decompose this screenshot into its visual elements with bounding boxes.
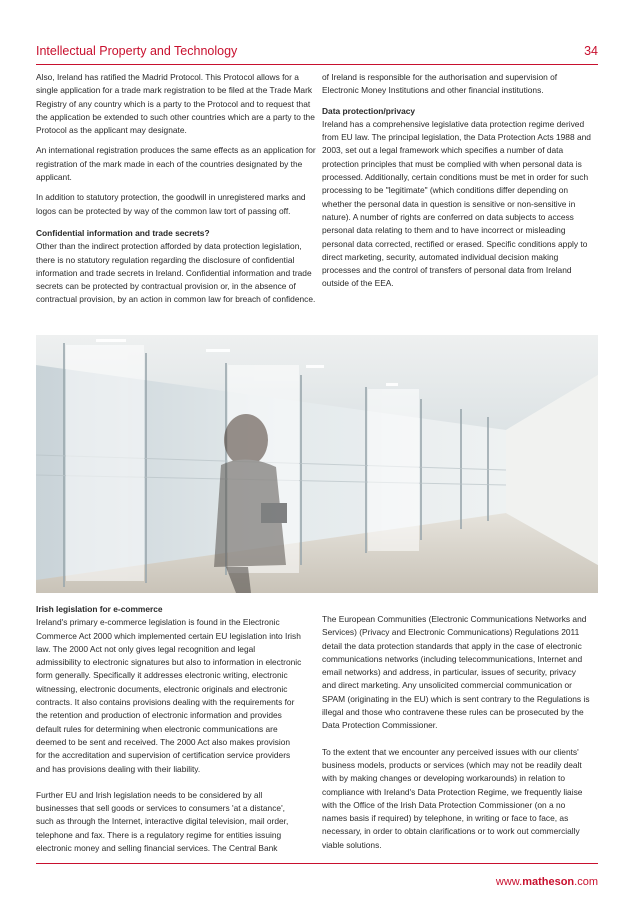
footer-url-suffix: .com xyxy=(574,876,598,888)
running-header-title: Intellectual Property and Technology xyxy=(36,44,238,58)
electronic-commerce-act-paragraph: Ireland's primary e-commerce legislation is found in the Electronic Commerce Act 2000 which implemented certain EU legislation into Irish law. The 2000 Act not only gives legal recognition and legal admissibility to electronic signatures but also to information in electronic form generally. Specifically it addresses electronic writing, electronic witnessing, electronic documents, electronic originals and electronic contracts. It also contains provisions dealing with the requirements for the retention and production of electronic information and provides default rules for determining when electronic communications are deemed to be sent and received. The 2000 Act also makes provision for the accreditation and supervision of certification service providers and has provisions dealing with their liability. xyxy=(36,617,302,774)
data-protection-commissioner-liaison-paragraph: To the extent that we encounter any perceived issues with our clients' business models, products or services (which may not be readily dealt with by making changes or developing workarounds) in relation to compliance with Ireland's Data Protection Regime, we frequently liaise with the Office of the Irish Data Protection Commissioner (on a no names basis if required) by telephone, in writing or face to face, as necessary, in order to obtain clarifications or to work out commercially viable solutions. xyxy=(322,746,583,850)
page-number: 34 xyxy=(584,44,598,58)
footer-website-link[interactable] xyxy=(496,876,598,888)
bottom-left-column xyxy=(36,603,302,862)
confidential-information-paragraph: Other than the indirect protection afforded by data protection legislation, there is no statutory regulation regarding the disclosure of confidential information and trade secrets in Ireland. Confidential information and trade secrets can be protected by contractual provision or, in the absence of contractual provision, by an action in common law for breach of confidence. xyxy=(36,241,316,305)
madrid-protocol-paragraph: Also, Ireland has ratified the Madrid Protocol. This Protocol allows for a single application for a trade mark registration to be filed at the Trade Mark Registry of any country which is a party to the Protocol and to request that the application be extended to such other countries which are a party to the Protocol as the applicant may designate. xyxy=(36,72,315,136)
passing-off-paragraph: In addition to statutory protection, the goodwill in unregistered marks and logos can be protected by way of the common law tort of passing off. xyxy=(36,192,306,216)
confidential-information-heading: Confidential information and trade secrets? xyxy=(36,227,210,238)
footer-divider xyxy=(36,863,598,864)
top-right-column xyxy=(322,71,592,298)
top-left-column xyxy=(36,71,319,314)
central-bank-continuation-paragraph: of Ireland is responsible for the authorisation and supervision of Electronic Money Institutions and other financial institutions. xyxy=(322,72,558,96)
office-corridor-photo xyxy=(36,335,598,593)
footer-url-brand: matheson xyxy=(522,876,575,888)
international-registration-paragraph: An international registration produces the same effects as an application for registration of the mark made in each of the countries designated by the applicant. xyxy=(36,145,316,183)
data-protection-paragraph: Ireland has a comprehensive legislative data protection regime derived from EU law. The principal legislation, the Data Protection Acts 1988 and 2003, set out a legal framework which specifies a number of data protection principles that must be complied with when personal data is processed. Additionally, certain conditions must be met in order for such processing to be "legitimate" (which conditions differ depending on whether the personal data in question is sensitive or non-sensitive in nature). A number of rights are conferred on data subjects to access personal data relating to them and to have incorrect or misleading personal data corrected, rectified or erased. Specific conditions apply to direct marketing, security, automated individual decision making processes and the control of transfers of personal data from Ireland outside of the EEA. xyxy=(322,118,591,289)
data-protection-heading: Data protection/privacy xyxy=(322,105,416,116)
electronic-communications-regulations-paragraph: The European Communities (Electronic Communications Networks and Services) (Privacy and Electronic Communications) Regulations 2011 detail the data protection standards that apply in the case of electronic communications networks (including telecommunications, Internet and email networks) and address, in particular, issues of security, privacy and direct marketing. Any unsolicited commercial communication or SPAM (originating in the EU) which is sent contrary to the Regulations is illegal and those who contravene these rules can be prosecuted by the Data Protection Commissioner. xyxy=(322,614,590,731)
irish-ecommerce-legislation-heading: Irish legislation for e-commerce xyxy=(36,604,163,614)
footer-url-prefix: www. xyxy=(495,876,523,888)
header-divider xyxy=(36,64,598,65)
bottom-right-column xyxy=(322,613,592,859)
distance-selling-paragraph: Further EU and Irish legislation needs to be considered by all businesses that sell goods or services to consumers 'at a distance', such as through the Internet, interactive digital television, mail order, telephone and fax. There is a regulatory regime for entities issuing electronic money and selling financial services. The Central Bank xyxy=(36,789,289,854)
